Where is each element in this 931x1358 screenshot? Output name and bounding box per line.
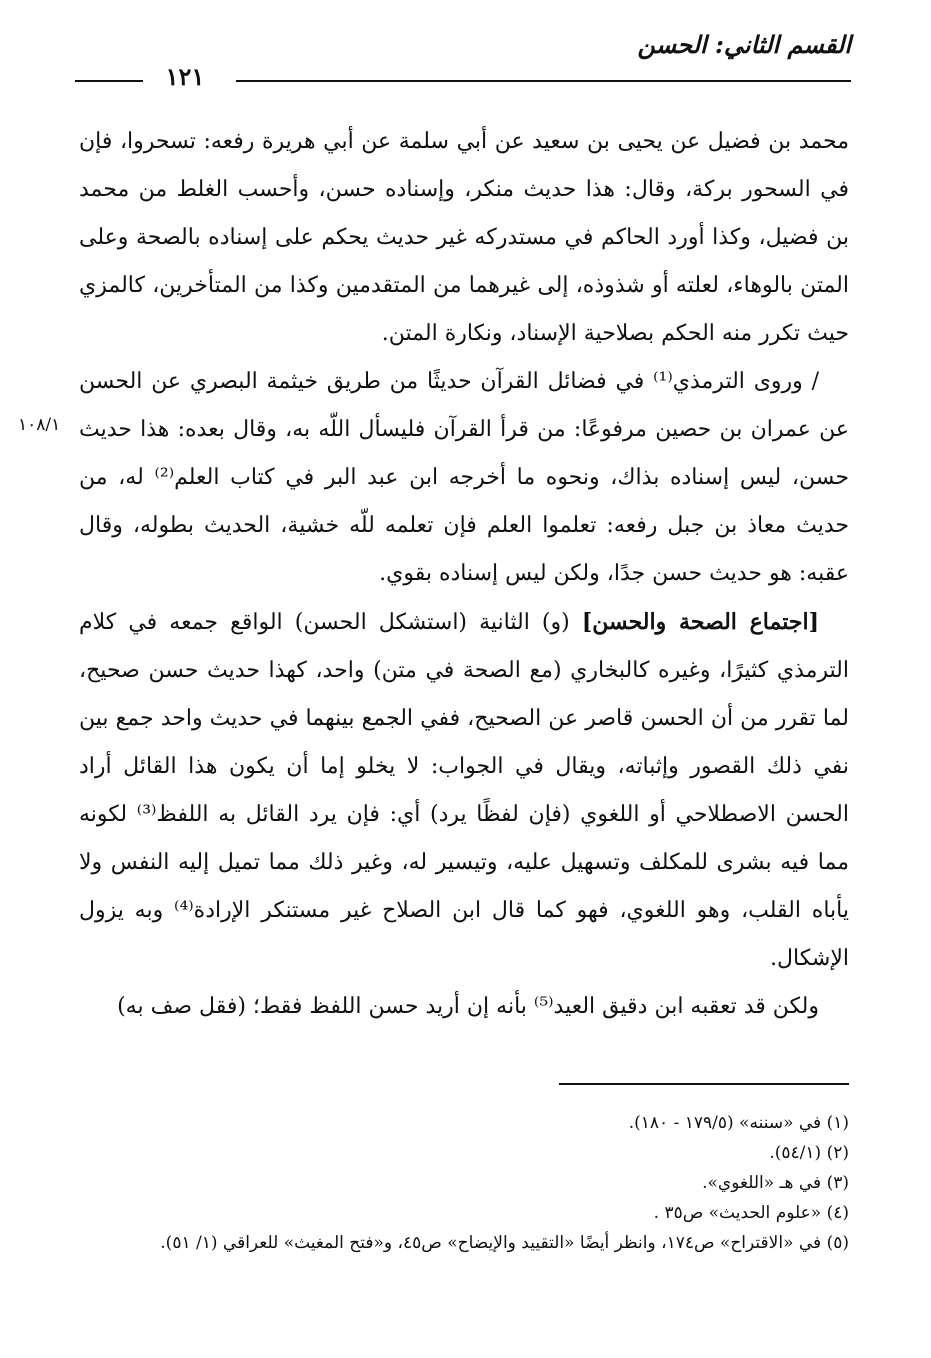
running-header-title: القسم الثاني: الحسن bbox=[637, 30, 851, 59]
header-rule bbox=[236, 80, 851, 82]
page-number: ١٢١ bbox=[165, 62, 205, 91]
margin-page-marker: ١٠٨/١ bbox=[18, 415, 61, 435]
paragraph-4: ولكن قد تعقبه ابن دقيق العيد⁽⁵⁾ بأنه إن أريد حسن اللفظ فقط؛ (فقل صف به) bbox=[117, 994, 819, 1019]
header-rule-short bbox=[75, 80, 143, 82]
footnote-2: (٢) (٥٤/١). bbox=[769, 1143, 849, 1163]
footnote-3: (٣) في هـ «اللغوي». bbox=[702, 1173, 849, 1193]
section-heading: [اجتماع الصحة والحسن] bbox=[581, 609, 819, 635]
paragraph-1: محمد بن فضيل عن يحيى بن سعيد عن أبي سلمة عن أبي هريرة رفعه: تسحروا، فإن في السحور بركة، وقال: هذا حديث منكر، وإسناده حسن، وأحسب الغلط من محمد بن فضيل، وكذا أورد الحاكم في مستدركه غير حديث يحكم على إسناده بالصحة وعلى المتن بالوهاء، لعلته أو شذوذه، إلى غيرهما من المتقدمين وكذا من المتأخرين، كالمزي حيث تكرر منه الحكم بصلاحية الإسناد، ونكارة المتن. bbox=[79, 129, 849, 346]
paragraph-3 bbox=[79, 598, 849, 983]
paragraph-2: / وروى الترمذي⁽¹⁾ في فضائل القرآن حديثًا من طريق خيثمة البصري عن الحسن عن عمران بن حصين مرفوعًا: من قرأ القرآن فليسأل اللّه به، وقال بعده: هذا حديث حسن، ليس إسناده بذاك، ونحوه ما أخرجه ابن عبد البر في كتاب العلم⁽²⁾ له، من حديث معاذ بن جبل رفعه: تعلموا العلم فإن تعلمه للّه خشية، الحديث بطوله، وقال عقبه: هو حديث حسن جدًا، ولكن ليس إسناده بقوي. bbox=[79, 369, 849, 586]
footnote-5: (٥) في «الاقتراح» ص١٧٤، وانظر أيضًا «التقييد والإيضاح» ص٤٥، و«فتح المغيث» للعراقي (١/ ٥١). bbox=[160, 1233, 849, 1253]
paragraph-3-text: (و) الثانية (استشكل الحسن) الواقع جمعه في كلام الترمذي كثيرًا، وغيره كالبخاري (مع الصحة في متن) واحد، كهذا حديث حسن صحيح، لما تقرر من أن الحسن قاصر عن الصحيح، ففي الجمع بينهما في حديث واحد جمع بين نفي ذلك القصور وإثباته، ويقال في الجواب: لا يخلو إما أن يكون هذا القائل أراد الحسن الاصطلاحي أو اللغوي (فإن لفظًا يرد) أي: فإن يرد القائل به اللفظ⁽³⁾ لكونه مما فيه بشرى للمكلف وتسهيل عليه، وتيسير له، وغير ذلك مما تميل إليه النفس ولا يأباه القلب، وهو اللغوي، فهو كما قال ابن الصلاح غير مستنكر الإرادة⁽⁴⁾ وبه يزول الإشكال. bbox=[79, 610, 849, 971]
footnote-4: (٤) «علوم الحديث» ص٣٥ . bbox=[653, 1203, 849, 1223]
main-text bbox=[79, 118, 849, 1031]
footnotes bbox=[79, 1108, 849, 1258]
footnote-1: (١) في «سننه» (١٧٩/٥ - ١٨٠). bbox=[628, 1113, 849, 1133]
footnote-rule bbox=[559, 1083, 849, 1085]
